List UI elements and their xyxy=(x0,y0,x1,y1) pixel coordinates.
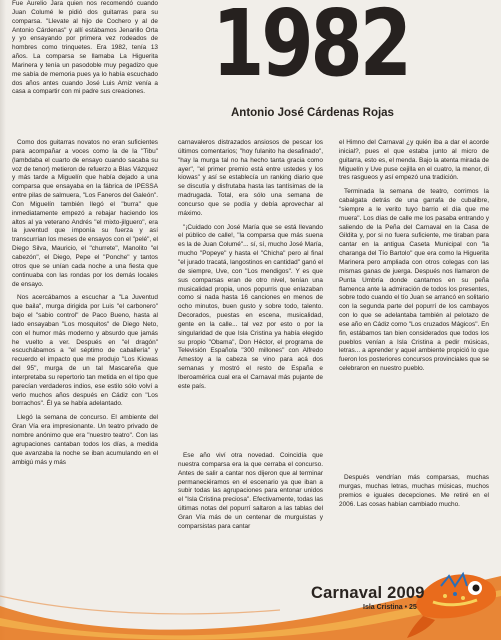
paragraph: el Himno del Carnaval ¿y quién iba a dar el acorde inicial?, pues el que estaba junto al micro de guitarra, esto es, el menda. Bajo la atenta mirada de Miguelín y Uve puse cejilla en el cuatro, la menor, di tres rasgueos y así empezó una tradición. xyxy=(339,139,489,182)
column-3-bottom xyxy=(339,474,489,514)
paragraph: carnavaleros distrazados ansiosos de pescar los últimos comentarios; "hoy fulanito ha desafinado", "hay la murga tal no ha hecho tanta gracia como ayer", "el primer premio está entre ustedes y los kiowas" y así se establecía un ranking diario que se discutía y disfrutaba hasta las tantísimas de la madrugada. Total, era sólo una semana de concurso que se podía y debía aprovechar al máximo. xyxy=(178,139,323,217)
paragraph: Terminada la semana de teatro, corrimos la cabalgata detrás de una garrafa de cubalibre, "siempre a le verito tuyo barrio el día que me muera". Los días de calle me los pasaba entrando y saliendo de la Peña del Carnaval en la Casa de Gildita y, por si no fuera suficiente, me tiraban para cantar en la antigua Caseta Municipal con "la charanga del Tío Bartolo" que era como la Higuerita Marinera pero ampliada con otros colegas con las mismas ganas de juerga. Después nos llamaron de Punta Umbría donde cantamos en su peña flamenca ante la admiración de todos los presentes, sobre todo cuando el tío Juan se arrancó en solitario con la segunda parte del popurrí de los cambayos con lo que se adelantaba también al pelotazo de ese año en Cádiz como "Los cruzados Mágicos". En fin, estábamos tan bien considerados que todos los pueblos venían a Isla Cristina a pedir músicas, letras... a aprender y aquel ambiente propició lo que fueron los posteriores concursos provinciales que se celebraron en nuestro pueblo. xyxy=(339,188,489,373)
paragraph: Fue Aurelio Jara quien nos recomendó cuando Juan Columé le pidió dos guitarras para su comparsa. "Llevate al hijo de Cochero y al de Antonio Cárdenas" y allí estábamos Jenarillo Orta y yo ensayando por primera vez rodeados de hombres como trinquetes. Era 1982, tenía 13 años. La comparsa se llamaba La Higuerita Marinera y tenía un pasodoble muy pegadizo que me sabía de memoria pues ya lo había escuchado dos años antes cuando José Luis Arniz venía a casa a compartir con mi padre sus creaciones. xyxy=(12,0,158,96)
article-author: Antonio José Cárdenas Rojas xyxy=(231,107,394,119)
paragraph: "¡Cuidado con José María que se está llevando el público de calle!, "la comparsa que más suena es la de Juan Columé"... sí, sí, mucho José María, mucho "Popeye" y hasta el "Chicha" pero al final "el jurado tracatá, langostinos en cantidad" ganó el de siempre, Uve, con "Los mendigos". Y es que sus comparsas eran de otro nivel, tenían una musicalidad propia, unos popurris que enlazaban como si nada hasta 16 canciones en menos de ocho minutos, buen gusto y sobre todo, talento. Decorados, puestas en escena, musicalidad, gente en la calle... tal vez por esto o por la singularidad de que Isla Cristina ya había elegido su propio "Obama", Don Héctor, el programa de Televisión Española "300 millones" con Alfredo Amestoy a la cabeza se vino para acá dos semanas y mostró el resto de España e Iberoamérica cual era el Carnaval más pujante de este país. xyxy=(178,223,323,390)
magazine-footer-title: Carnaval 2009 xyxy=(311,584,425,602)
column-3 xyxy=(339,139,489,379)
paragraph: Nos acercábamos a escuchar a "La Juventud que baila", murga dirigida por Luis "el carbonero" bajo el "sabio control" de Paco Bueno, hasta al lado ensayaban "Los mosquitos" de Diego Neto, con el humor más moderno y absurdo que jamás he vuelto a ver. Después en "el dragón" escuchábamos a "el séptimo de caballería" y recuerdo el impacto que me produjo "Los Kiowas del 95", murga de un tal Mascareña que interpretaba su repertorio tan metida en el tipo que parecían verdaderos indios, ese estilo sólo volví a verlo muchos años después en Cádiz con "Los borrachos". Él ya se había adelantado. xyxy=(12,294,158,408)
paragraph: Llegó la semana de concurso. El ambiente del Gran Vía era impresionante. Un teatro privado de nombre anónimo que era "nuestro teatro". Con las agrupaciones cantaban todos los días, a medida que avanzaba la noche se iban acumulando en el ambigú más y más xyxy=(12,414,158,466)
page-fold-shadow xyxy=(0,0,6,640)
article-year-title: 1982 xyxy=(212,0,409,97)
paragraph: Ese año viví otra novedad. Coincidía que nuestra comparsa era la que cerraba el concurso. Antes de salir a cantar nos dijeron que al terminar permaneciéramos en el escenario ya que iban a subir todas las agrupaciones para entonar unidos el "Isla Cristina preciosa". Efectivamente, todas las últimas notas del popurrí saltaron a las tablas del Gran Vía más de un centenar de murguistas y comparsistas para cantar xyxy=(178,452,323,530)
column-1 xyxy=(12,139,158,472)
column-2 xyxy=(178,139,323,397)
page-number-label: Isla Cristina • 25 xyxy=(363,604,417,611)
column-2-bottom xyxy=(178,452,323,537)
paragraph: Después vendrían más comparsas, muchas murgas, muchas letras, muchas músicas, muchos premios e iguales decepciones. Me retiré en el 2006. Las cosas habían cambiado mucho. xyxy=(339,474,489,508)
paragraph: Como dos guitarras novatos no eran suficientes para acompañar a voces como la de la "Tibu" (lambdaba el cuarto de ensayo cuando sacaba su voz de tenor) metieron de refuerzo a Blas Vázquez y más tarde a Miguelín que había dejado a una comparsa que ensayaba en la fábrica de IPESSA entre pilas de salmuera, "Los Faneros del Galeón". Con Miguelín también llegó el "burra" que inmediatamente empezó a rebajar haciendo los altos al ya veterano Andrés "el mixto-jilguero", era la juventud que imponía su fuerza y así transcurrían los meses de ensayos con el "pelé", el Diego Silva, Mauricio, el "churrete", Manolito "el cabezón", el Diego, Pepe el "Ponche" y tantos otros que se unían cada noche a una fiesta que continuaba con las rondas por los demás locales de ensayo. xyxy=(12,139,158,288)
column-1-top xyxy=(12,0,158,102)
